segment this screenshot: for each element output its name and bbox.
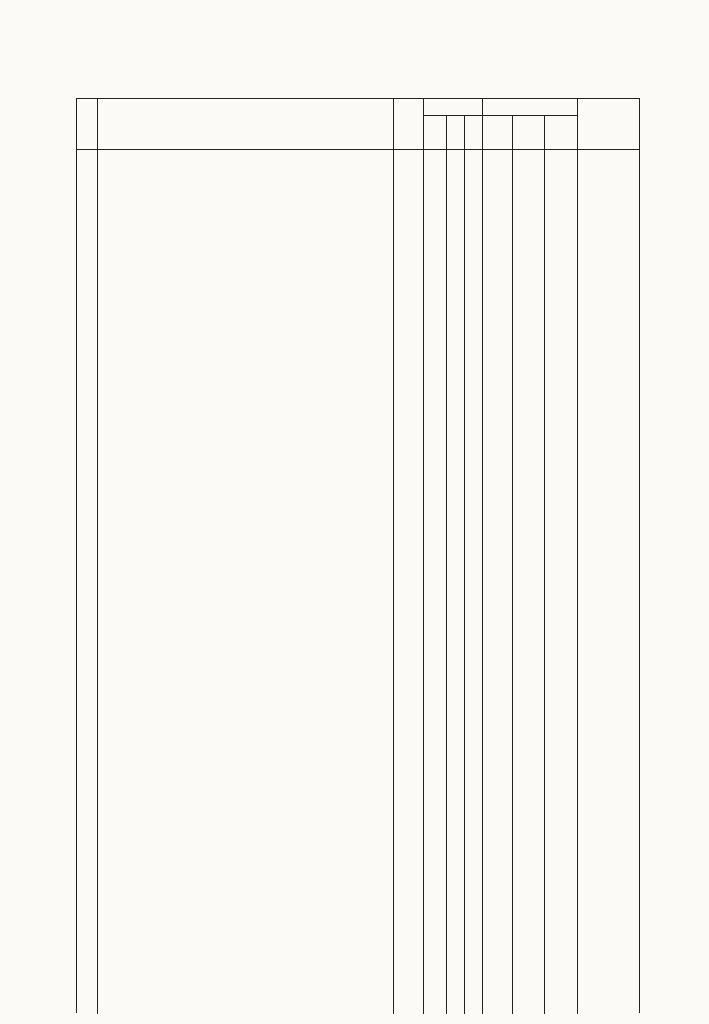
table-header [77, 99, 639, 150]
registration-table [76, 98, 640, 1013]
page-header [0, 0, 709, 100]
